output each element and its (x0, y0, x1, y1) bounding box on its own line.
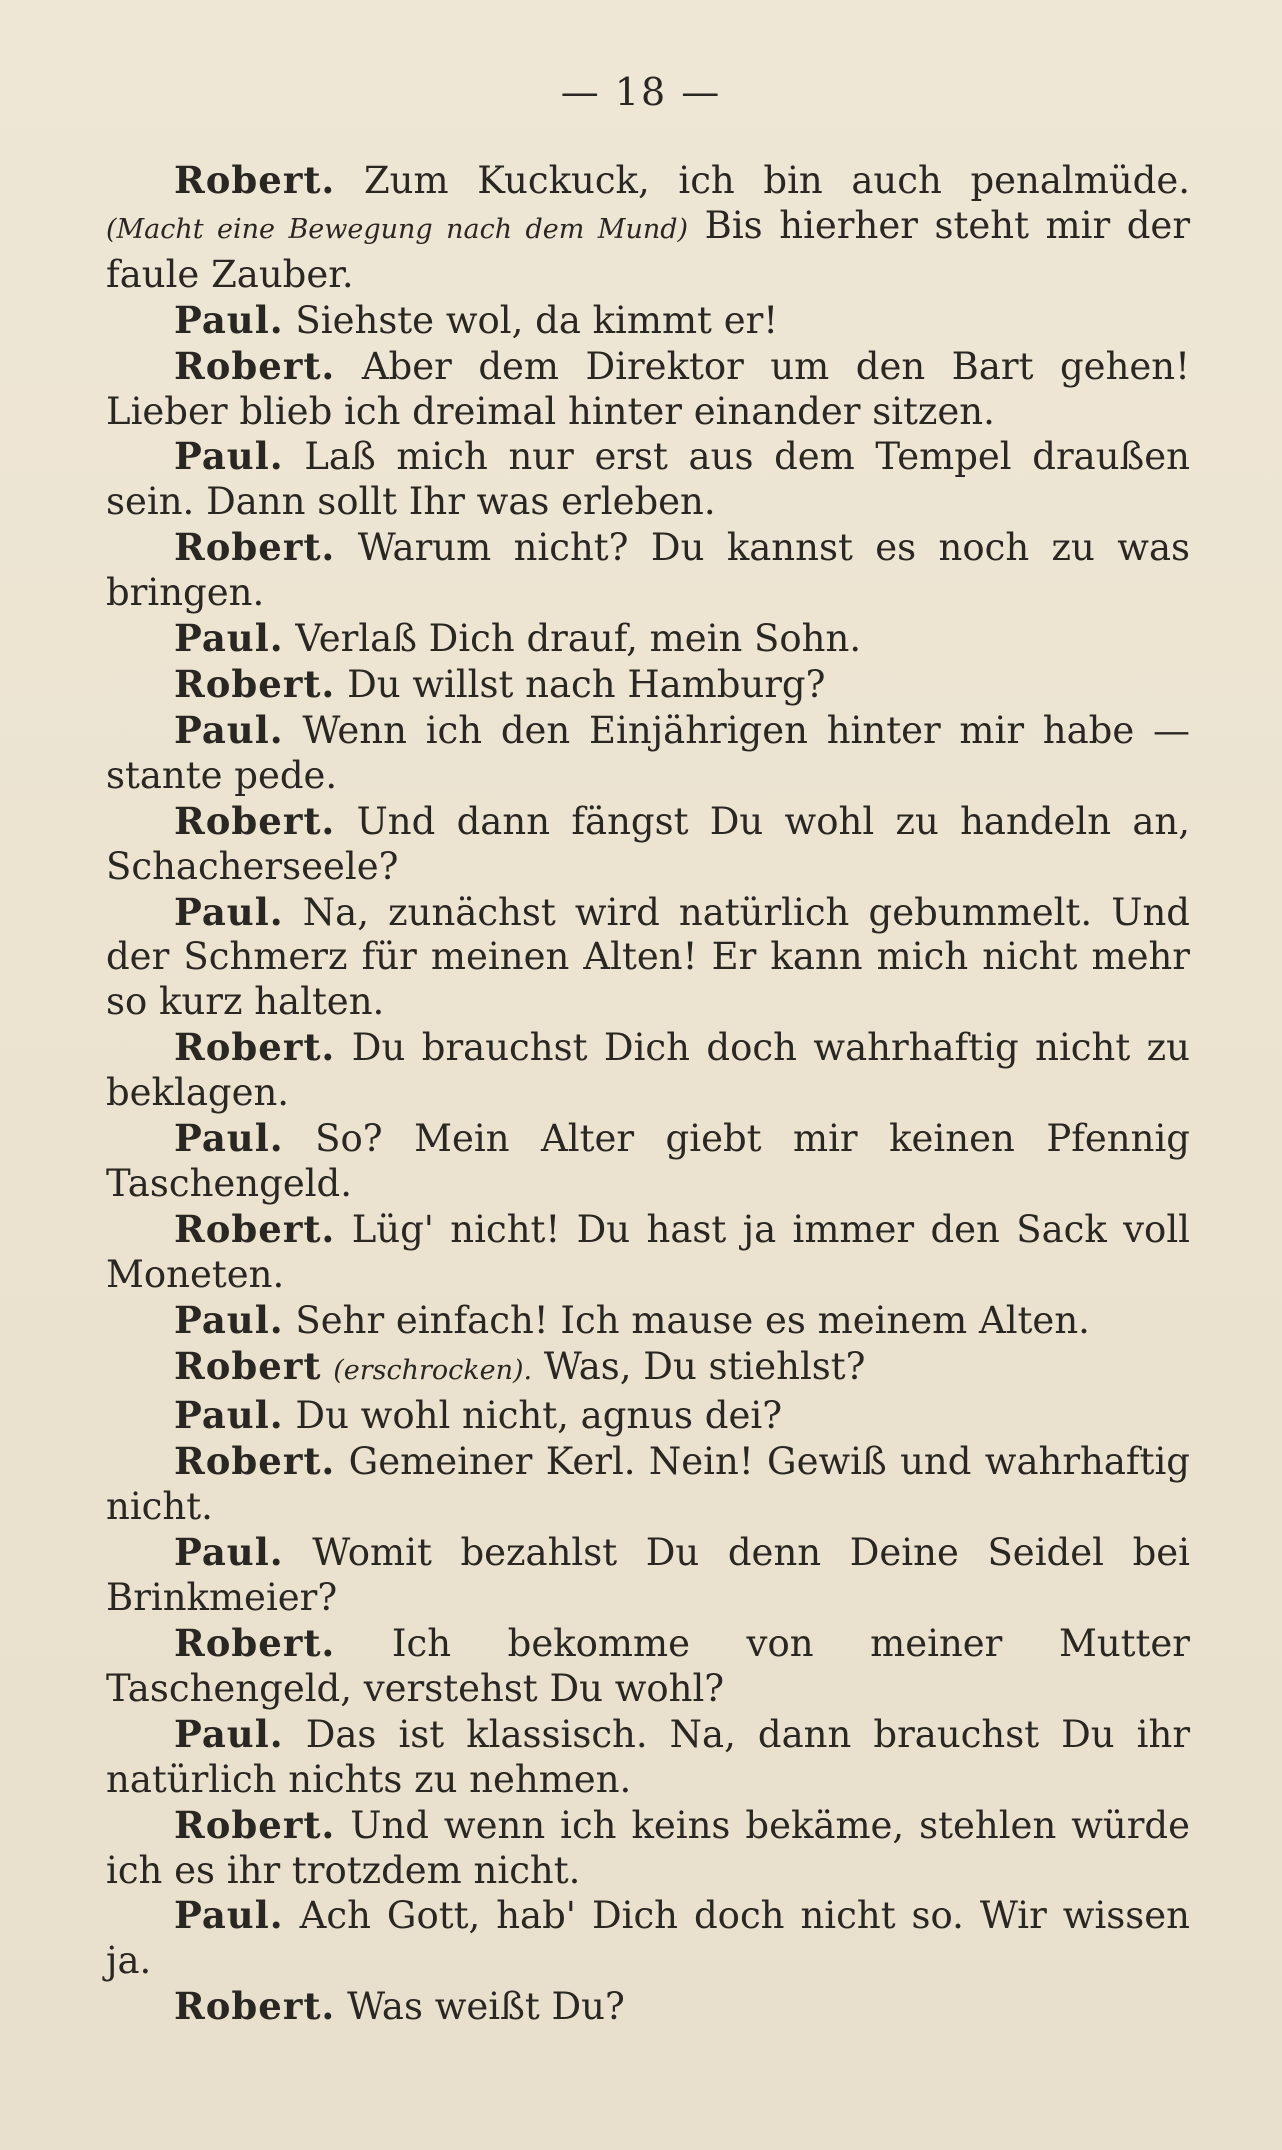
dialogue-line (106, 616, 1190, 662)
speaker-name: Paul. (174, 616, 284, 661)
speaker-name: Paul. (174, 434, 284, 479)
speaker-name: Robert. (174, 1025, 336, 1070)
dialogue-line (106, 1893, 1190, 1984)
page-number: — 18 — (560, 70, 722, 114)
spoken-text: Wenn ich den Einjährigen hinter mir habe — stante pede. (106, 708, 1190, 797)
spoken-text: Womit bezahlst Du denn Deine Seidel bei Brinkmeier? (106, 1531, 1190, 1620)
speaker-name: Robert. (174, 1439, 336, 1484)
spoken-text: Zum Kuckuck, ich bin auch penalmüde. (363, 159, 1191, 202)
dialogue-line (106, 890, 1190, 1026)
speaker-name: Robert. (174, 158, 336, 202)
dialogue-line (106, 1621, 1190, 1712)
stage-direction: (erschrocken). (333, 1354, 533, 1386)
speaker-name: Paul. (174, 297, 284, 342)
speaker-name: Paul. (174, 889, 284, 934)
dialogue-line (106, 1207, 1190, 1298)
speaker-name: Robert. (174, 343, 336, 388)
speaker-name: Robert. (174, 525, 336, 570)
speaker-name: Robert. (174, 661, 336, 706)
dialogue-text (106, 158, 1190, 2030)
dialogue-line (106, 1025, 1190, 1116)
spoken-text: Du brauchst Dich doch wahrhaftig nicht zu beklagen. (106, 1026, 1190, 1115)
dialogue-line (106, 1803, 1190, 1894)
spoken-text: Gemeiner Kerl. Nein! Gewiß und wahrhaftig nicht. (106, 1440, 1190, 1529)
dialogue-line (106, 1298, 1190, 1344)
dialogue-line (106, 344, 1190, 435)
speaker-name: Robert (174, 1343, 322, 1388)
spoken-text: Und dann fängst Du wohl zu handeln an, Schacherseele? (106, 799, 1191, 888)
speaker-name: Paul. (174, 1116, 284, 1161)
spoken-text: Und wenn ich keins bekäme, stehlen würde ich es ihr trotzdem nicht. (106, 1803, 1191, 1892)
dialogue-line (106, 708, 1190, 799)
speaker-name: Robert. (174, 1621, 336, 1665)
spoken-text: Was weißt Du? (347, 1985, 625, 2029)
dialogue-line (106, 298, 1190, 344)
spoken-text: Lüg' nicht! Du hast ja immer den Sack voll Moneten. (106, 1207, 1190, 1296)
spoken-text: Du wohl nicht, agnus dei? (295, 1394, 783, 1438)
speaker-name: Robert. (174, 1802, 336, 1847)
spoken-text: Was, Du stiehlst? (543, 1344, 866, 1388)
spoken-text: Laß mich nur erst aus dem Tempel draußen sein. Dann sollt Ihr was erleben. (106, 435, 1190, 524)
dialogue-line (106, 1984, 1190, 2030)
speaker-name: Paul. (174, 1297, 284, 1342)
spoken-text: Sehr einfach! Ich mause es meinem Alten. (295, 1298, 1090, 1342)
spoken-text: Siehste wol, da kimmt er! (295, 298, 779, 342)
spoken-text: Na, zunächst wird natürlich gebummelt. Und der Schmerz für meinen Alten! Er kann mich nicht mehr so kurz halten. (106, 890, 1190, 1024)
speaker-name: Paul. (174, 1393, 284, 1438)
dialogue-line (106, 525, 1190, 616)
speaker-name: Paul. (174, 1893, 284, 1938)
spoken-text: Ach Gott, hab' Dich doch nicht so. Wir wissen ja. (106, 1894, 1190, 1983)
spoken-text: Bis hierher steht mir der faule Zauber. (106, 203, 1191, 296)
dialogue-line (106, 1116, 1190, 1207)
speaker-name: Paul. (174, 1711, 284, 1756)
speaker-name: Robert. (174, 1206, 336, 1251)
speaker-name: Robert. (174, 798, 336, 843)
spoken-text: Das ist klassisch. Na, dann brauchst Du ihr natürlich nichts zu nehmen. (106, 1712, 1191, 1801)
dialogue-line (106, 1530, 1190, 1621)
dialogue-line (106, 1439, 1190, 1530)
dialogue-line (106, 434, 1190, 525)
speaker-name: Paul. (174, 1530, 284, 1575)
dialogue-line (106, 1344, 1190, 1394)
spoken-text: Du willst nach Hamburg? (347, 662, 826, 706)
dialogue-line (106, 799, 1190, 890)
dialogue-line (106, 158, 1190, 298)
dialogue-line (106, 1393, 1190, 1439)
speaker-name: Paul. (174, 707, 284, 752)
spoken-text: So? Mein Alter giebt mir keinen Pfennig Taschengeld. (106, 1117, 1190, 1205)
spoken-text: Verlaß Dich drauf, mein Sohn. (295, 617, 862, 661)
dialogue-line (106, 662, 1190, 708)
speaker-name: Robert. (174, 1984, 336, 2029)
spoken-text: Aber dem Direktor um den Bart gehen! Lieber blieb ich dreimal hinter einander sitzen. (106, 344, 1190, 433)
spoken-text: Ich bekomme von meiner Mutter Taschengeld, verstehst Du wohl? (106, 1622, 1190, 1710)
spoken-text: Warum nicht? Du kannst es noch zu was bringen. (106, 526, 1190, 615)
dialogue-line (106, 1712, 1190, 1803)
stage-direction: (Macht eine Bewegung nach dem Mund) (106, 213, 689, 245)
